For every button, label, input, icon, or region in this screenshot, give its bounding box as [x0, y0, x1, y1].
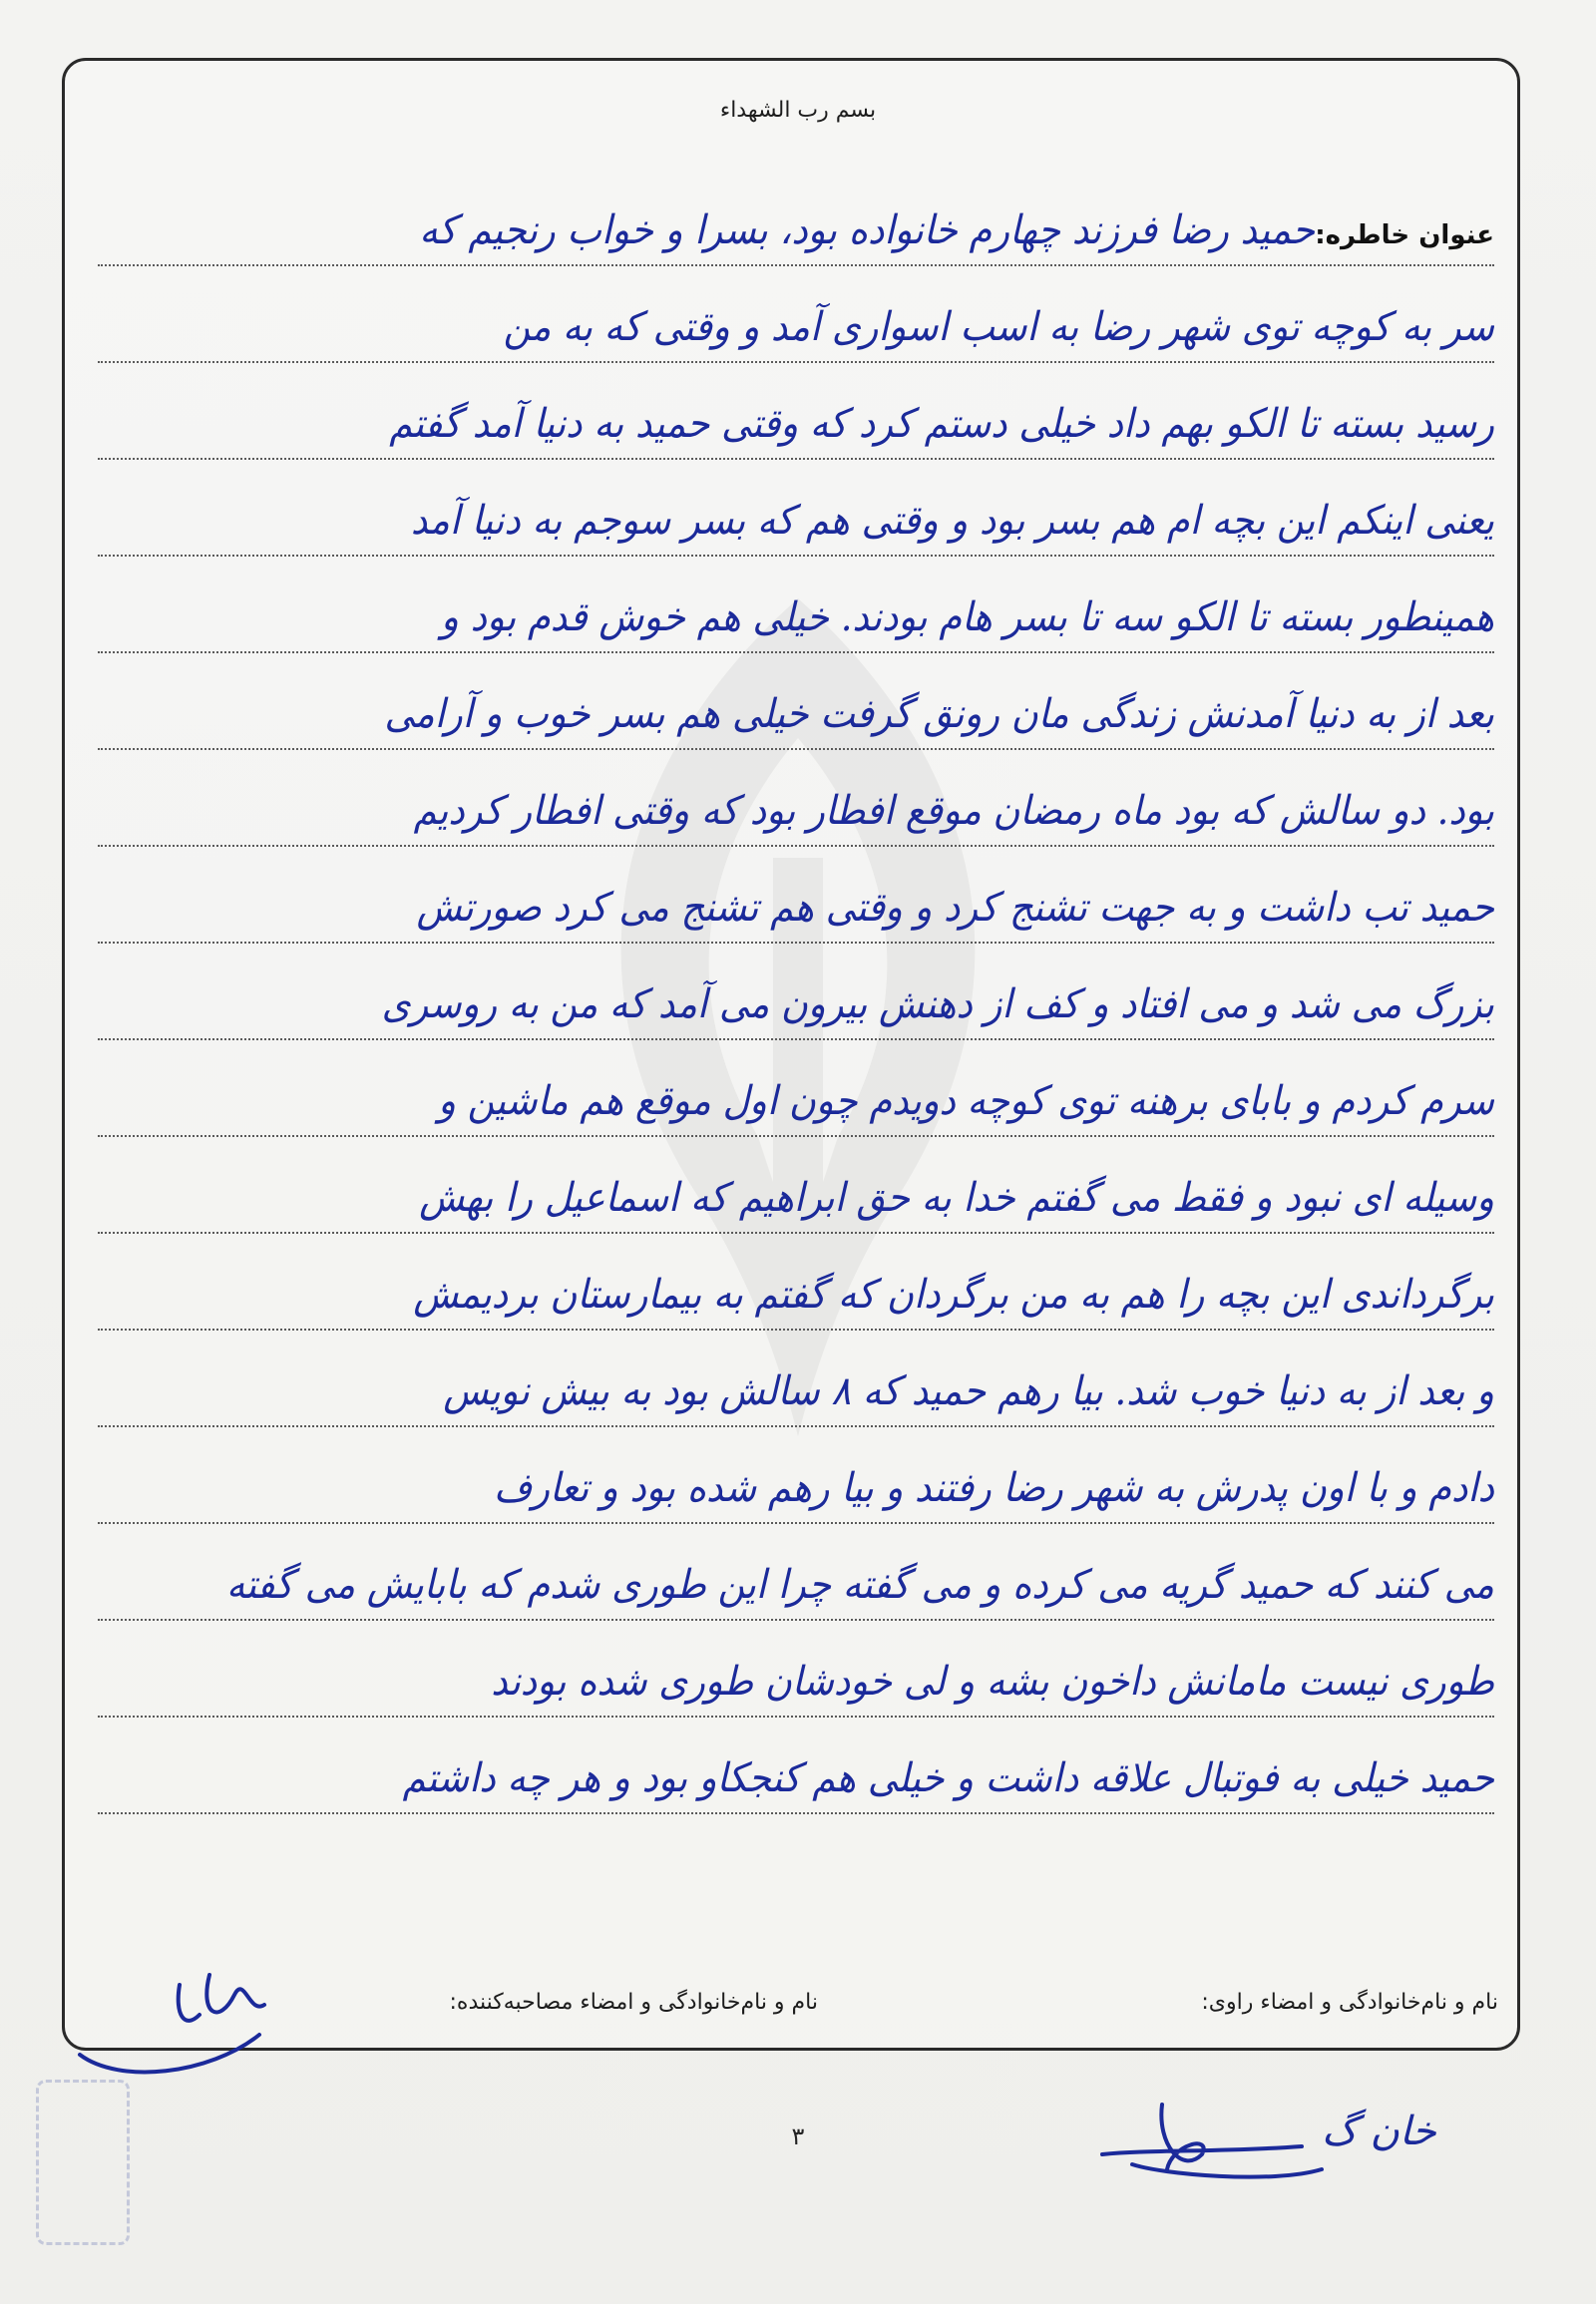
handwritten-line: حمید تب داشت و به جهت تشنج کرد و وقتی هم تشنج می کرد صورتش: [416, 885, 1494, 931]
memory-line: [98, 266, 1494, 363]
page-number: ۳: [791, 2122, 805, 2150]
handwritten-line: می کنند که حمید گریه می کرده و می گفته چرا این طوری شدم که بابایش می گفته: [225, 1562, 1494, 1608]
handwritten-line: حمید رضا فرزند چهارم خانواده بود، بسرا و خواب رنجیم که: [419, 207, 1315, 253]
handwritten-line: رسید بسته تا الکو بهم داد خیلی دستم کرد که وقتی حمید به دنیا آمد گفتم: [389, 401, 1494, 447]
memory-line: [98, 363, 1494, 460]
handwritten-line: طوری نیست مامانش داخون بشه و لی خودشان طوری شده بودند: [491, 1659, 1494, 1705]
memory-line: [98, 557, 1494, 653]
memory-line: [98, 847, 1494, 944]
faded-stamp: [36, 2080, 130, 2245]
memory-line: [98, 1040, 1494, 1137]
memory-line: [98, 1427, 1494, 1524]
handwritten-line: بزرگ می شد و می افتاد و کف از دهنش بیرون می آمد که من به روسری: [381, 981, 1494, 1027]
memory-line: [98, 170, 1494, 266]
memory-title-label: عنوان خاطره:: [1315, 220, 1494, 250]
memory-line: [98, 653, 1494, 750]
handwritten-line: حمید خیلی به فوتبال علاقه داشت و خیلی هم کنجکاو بود و هر چه داشتم: [402, 1755, 1494, 1801]
handwritten-line: وسیله ای نبود و فقط می گفتم خدا به حق ابراهیم که اسماعیل را بهش: [419, 1175, 1494, 1221]
memory-line: [98, 1234, 1494, 1331]
interviewer-signature-label: نام و نام‌خانوادگی و امضاء مصاحبه‌کننده:: [449, 1990, 818, 2015]
signature-handwriting: خان گ: [1322, 2109, 1436, 2154]
memory-line: [98, 1524, 1494, 1621]
memory-line: [98, 750, 1494, 847]
handwritten-line: و بعد از به دنیا خوب شد. بیا رهم حمید که ۸ سالش بود به بیش نویس: [443, 1368, 1494, 1414]
narrator-signature-label: نام و نام‌خانوادگی و امضاء راوی:: [1201, 1990, 1498, 2015]
memory-line: [98, 1137, 1494, 1234]
memory-line: [98, 460, 1494, 557]
handwritten-line: همینطور بسته تا الکو سه تا بسر هام بودند. خیلی هم خوش قدم بود و: [441, 594, 1494, 640]
memory-line: [98, 944, 1494, 1040]
memory-line: [98, 1331, 1494, 1427]
handwritten-line: بعد از به دنیا آمدنش زندگی مان رونق گرفت خیلی هم بسر خوب و آرامی: [384, 691, 1494, 737]
page-header: بسم رب الشهداء: [719, 98, 877, 123]
memory-line: [98, 1718, 1494, 1814]
handwritten-line: یعنی اینکم این بچه ام هم بسر بود و وقتی هم که بسر سوجم به دنیا آمد: [410, 498, 1494, 544]
handwritten-line: سرم کردم و بابای برهنه توی کوچه دویدم چون اول موقع هم ماشین و: [438, 1078, 1494, 1124]
handwritten-line: سر به کوچه توی شهر رضا به اسب اسواری آمد و وقتی که به من: [503, 304, 1494, 350]
handwritten-line: دادم و با اون پدرش به شهر رضا رفتند و بیا رهم شده بود و تعارف: [494, 1465, 1494, 1511]
memory-lines: [98, 170, 1494, 1814]
memory-line: [98, 1621, 1494, 1718]
narrator-signature: [60, 1955, 279, 2095]
handwritten-line: بود. دو سالش که بود ماه رمضان موقع افطار بود که وقتی افطار کردیم: [413, 788, 1494, 834]
handwritten-line: برگرداندی این بچه را هم به من برگردان که گفتم به بیمارستان بردیمش: [413, 1272, 1494, 1318]
